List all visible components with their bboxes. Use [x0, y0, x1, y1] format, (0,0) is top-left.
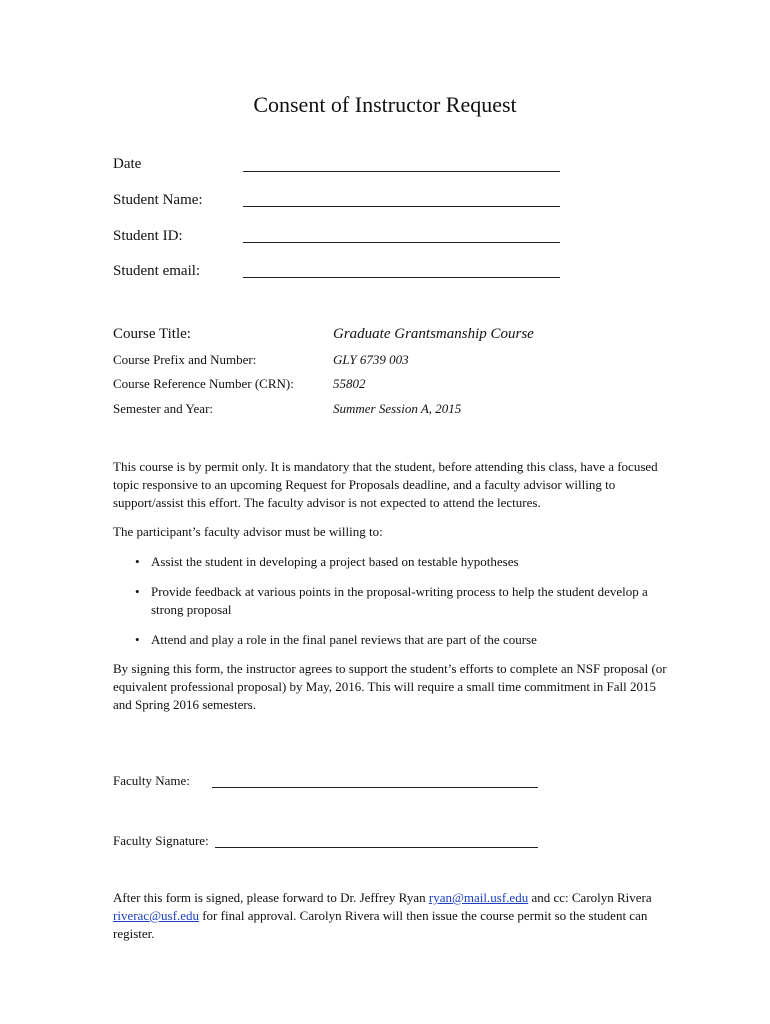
list-item	[113, 553, 671, 571]
student-name-label: Student Name:	[113, 192, 203, 208]
list-item-text: Assist the student in developing a project based on testable hypotheses	[151, 554, 519, 569]
rivera-email-link[interactable]: riverac@usf.edu	[113, 908, 199, 923]
faculty-signature-label: Faculty Signature:	[113, 833, 209, 848]
date-field-line[interactable]	[243, 171, 560, 172]
course-title-value: Graduate Grantsmanship Course	[333, 326, 534, 342]
closing-text-1: After this form is signed, please forward to Dr. Jeffrey Ryan	[113, 890, 429, 905]
student-email-field-line[interactable]	[243, 277, 560, 278]
crn-value: 55802	[333, 376, 366, 391]
bullet-icon: •	[135, 632, 140, 647]
student-name-field-line[interactable]	[243, 206, 560, 207]
ryan-email-link[interactable]: ryan@mail.usf.edu	[428, 890, 529, 905]
student-id-label: Student ID:	[113, 228, 183, 244]
course-prefix-value: GLY 6739 003	[333, 352, 409, 367]
bullet-icon: •	[135, 554, 140, 569]
list-item-text: Attend and play a role in the final panel reviews that are part of the course	[151, 632, 537, 647]
student-id-field-line[interactable]	[243, 242, 560, 243]
faculty-name-label: Faculty Name:	[113, 773, 190, 788]
closing-paragraph	[113, 889, 673, 943]
signing-paragraph: By signing this form, the instructor agrees to support the student’s efforts to complete an NSF proposal (or equivalent professional proposal) by May, 2016. This will require a small time commitment in Fall 2015 and Spring 2016 semesters.	[113, 661, 667, 712]
semester-label: Semester and Year:	[113, 401, 214, 416]
closing-text-2: and cc: Carolyn Rivera	[528, 890, 652, 905]
document-title: Consent of Instructor Request	[253, 92, 517, 117]
bullet-icon: •	[135, 584, 140, 599]
list-item	[113, 631, 671, 649]
closing-text-3: for final approval. Carolyn Rivera will then issue the course permit so the student can register.	[113, 908, 648, 941]
faculty-name-field-line[interactable]	[212, 787, 538, 788]
student-email-label: Student email:	[113, 263, 201, 279]
advisor-intro: The participant’s faculty advisor must be willing to:	[113, 524, 383, 539]
date-label: Date	[113, 156, 142, 172]
course-prefix-label: Course Prefix and Number:	[113, 352, 257, 367]
permit-paragraph: This course is by permit only. It is mandatory that the student, before attending this class, have a focused topic responsive to an upcoming Request for Proposals deadline, and a faculty advisor willing to support/assist this effort. The faculty advisor is not expected to attend the lectures.	[113, 459, 658, 510]
semester-value: Summer Session A, 2015	[333, 401, 462, 416]
crn-label: Course Reference Number (CRN):	[113, 376, 294, 391]
list-item	[113, 583, 671, 619]
course-title-label: Course Title:	[113, 326, 191, 342]
list-item-text: Provide feedback at various points in the proposal-writing process to help the student develop a strong proposal	[151, 584, 648, 617]
faculty-signature-field-line[interactable]	[215, 847, 538, 848]
